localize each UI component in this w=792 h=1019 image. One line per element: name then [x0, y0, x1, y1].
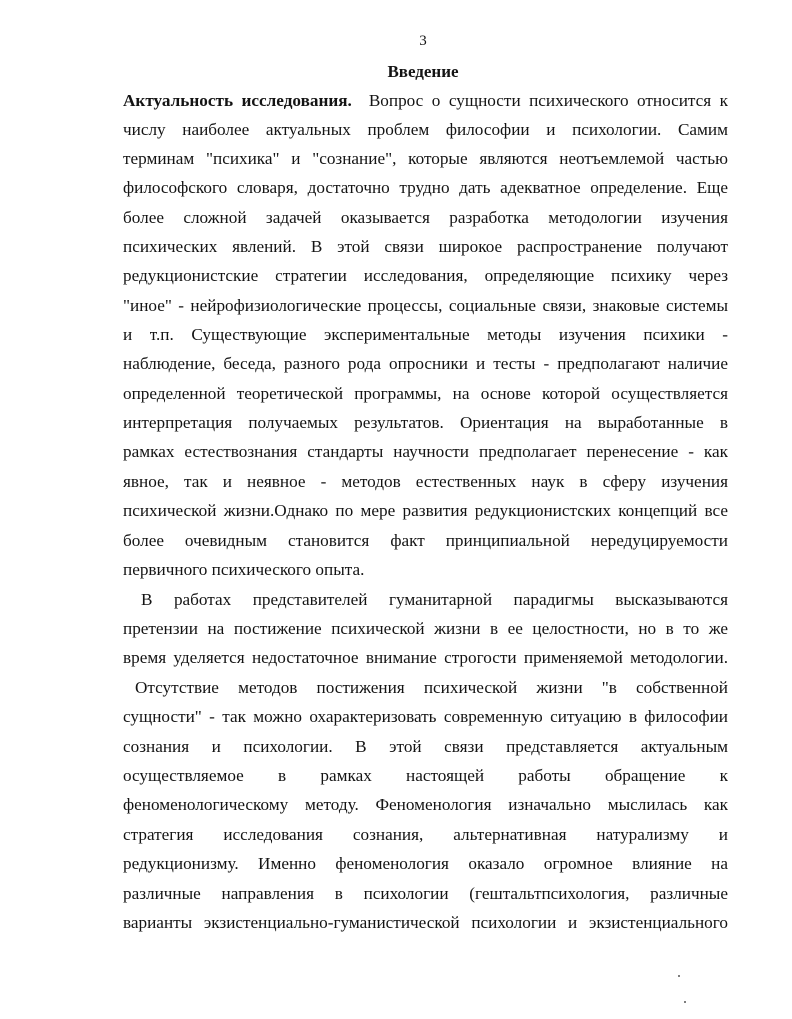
text-line: сущности" - так можно охарактеризовать современную ситуацию в философии [123, 707, 728, 726]
text-line: более сложной задачей оказывается разработка методологии изучения [123, 208, 728, 227]
text-line: стратегия исследования сознания, альтернативная натурализму и [123, 825, 728, 844]
text-line: рамках естествознания стандарты научности предполагает перенесение - как [123, 442, 728, 461]
text-line: философского словаря, достаточно трудно дать адекватное определение. Еще [123, 178, 728, 197]
text-line: интерпретация получаемых результатов. Ориентация на выработанные в [123, 413, 728, 432]
page-number: 3 [419, 33, 427, 49]
section-heading: Введение [387, 62, 459, 81]
text-line: варианты экзистенциально-гуманистической психологии и экзистенциального [123, 913, 728, 932]
text-line: явное, так и неявное - методов естественных наук в сферу изучения [123, 472, 728, 491]
scan-speck [678, 975, 680, 977]
text-line: числу наиболее актуальных проблем философии и психологии. Самим [123, 120, 728, 139]
text-line: наблюдение, беседа, разного рода опросники и тесты - предполагают наличие [123, 354, 728, 373]
text-line: время уделяется недостаточное внимание строгости применяемой методологии. [123, 648, 728, 667]
text-line: осуществляемое в рамках настоящей работы обращение к [123, 766, 728, 785]
text-line: терминам "психика" и "сознание", которые являются неотъемлемой частью [123, 149, 728, 168]
line-text: Вопрос о сущности психического относится к [368, 91, 729, 110]
text-line: более очевидным становится факт принципиальной нередуцируемости [123, 531, 728, 550]
text-line: психической жизни.Однако по мере развития редукционистских концепций все [123, 501, 728, 520]
text-line: первичного психического опыта. [123, 560, 365, 579]
text-line: различные направления в психологии (гештальтпсихология, различные [123, 884, 728, 903]
text-line: В работах представителей гуманитарной парадигмы высказываются [141, 590, 728, 609]
text-line [123, 90, 728, 112]
text-line: редукционистские стратегии исследования, определяющие психику через [123, 266, 728, 285]
lead-title: Актуальность исследования. [123, 91, 352, 110]
text-line: психических явлений. В этой связи широкое распространение получают [123, 237, 728, 256]
text-line: "иное" - нейрофизиологические процессы, социальные связи, знаковые системы [123, 296, 728, 315]
text-line: феноменологическому методу. Феноменология изначально мыслилась как [123, 795, 728, 814]
text-line: определенной теоретической программы, на основе которой осуществляется [123, 384, 728, 403]
text-line: претензии на постижение психической жизни в ее целостности, но в то же [123, 619, 728, 638]
text-line: Отсутствие методов постижения психической жизни "в собственной [135, 678, 728, 697]
text-line: сознания и психологии. В этой связи представляется актуальным [123, 737, 728, 756]
text-line: редукционизму. Именно феноменология оказало огромное влияние на [123, 854, 728, 873]
text-line: и т.п. Существующие экспериментальные методы изучения психики - [123, 325, 728, 344]
scan-speck [684, 1001, 686, 1003]
